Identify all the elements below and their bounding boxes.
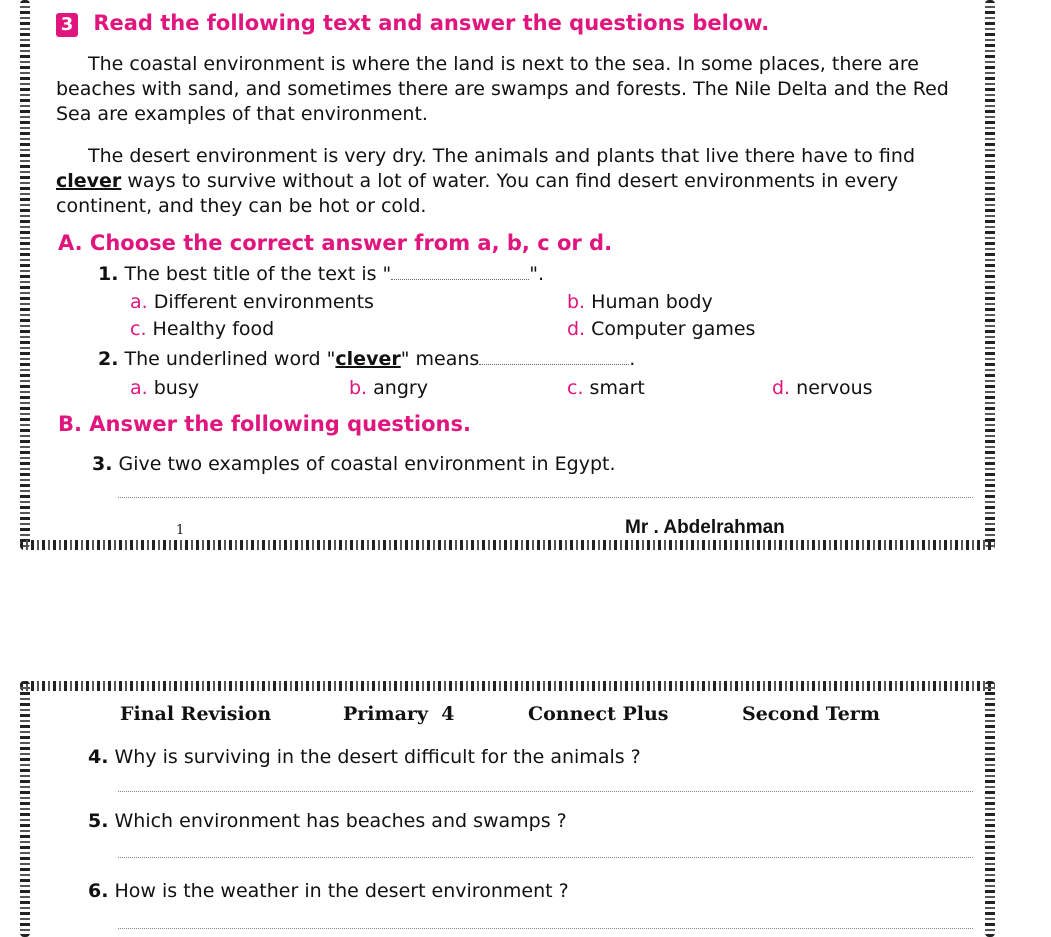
- question-1-close: ".: [529, 263, 545, 285]
- question-6: 6. How is the weather in the desert environment ?: [88, 880, 569, 902]
- q2-option-a[interactable]: a. busy: [130, 377, 199, 399]
- bottom-rope-border-top-page: [20, 540, 995, 550]
- left-rope-border-bottom-page: [20, 681, 30, 937]
- passage-paragraph-2: [56, 144, 976, 219]
- question-1-blank[interactable]: [391, 279, 529, 280]
- question-4: 4. Why is surviving in the desert difficult for the animals ?: [88, 746, 641, 768]
- right-rope-border-top-page: [985, 0, 995, 548]
- q2-option-b[interactable]: b. angry: [349, 377, 428, 399]
- header-book: Connect Plus: [528, 703, 669, 725]
- underlined-word-clever: clever: [56, 170, 122, 192]
- q2-option-c[interactable]: c. smart: [567, 377, 645, 399]
- question-2-number: 2.: [98, 348, 119, 370]
- passage-p2-after: ways to survive without a lot of water. You can find desert environments in every continent, and they can be hot or cold.: [56, 170, 899, 217]
- question-3-text: Give two examples of coastal environment in Egypt.: [118, 453, 616, 475]
- question-4-answer-line[interactable]: [118, 791, 973, 792]
- question-5-answer-line[interactable]: [118, 857, 973, 858]
- question-3-answer-line[interactable]: [118, 497, 973, 498]
- question-3-number: 3.: [92, 453, 113, 475]
- top-rope-border-bottom-page: [20, 681, 995, 691]
- header-final-revision: Final Revision: [120, 703, 272, 725]
- question-2-blank[interactable]: [479, 364, 629, 365]
- right-rope-border-bottom-page: [985, 681, 995, 937]
- header-term: Second Term: [742, 703, 880, 725]
- author-name: Mr . Abdelrahman: [625, 517, 785, 538]
- section-heading: [56, 11, 769, 37]
- q2-option-d[interactable]: d. nervous: [772, 377, 873, 399]
- header-grade: Primary 4: [343, 703, 455, 725]
- question-2: 2. The underlined word "clever" means .: [98, 348, 636, 370]
- page-number: 1: [176, 523, 185, 538]
- question-5: 5. Which environment has beaches and swamps ?: [88, 810, 567, 832]
- section-number-badge: 3: [56, 13, 78, 37]
- question-3: [92, 453, 616, 475]
- question-1-number: 1.: [98, 263, 119, 285]
- question-1: [98, 263, 544, 285]
- passage-paragraph-1: The coastal environment is where the land is next to the sea. In some places, there are beaches with sand, and sometimes there are swamps and forests. The Nile Delta and the Red Sea are examples of that environment.: [56, 53, 949, 125]
- question-2-word: clever: [335, 348, 401, 370]
- passage-p2-before: The desert environment is very dry. The animals and plants that live there have to find: [88, 145, 916, 167]
- q1-option-a[interactable]: a. Different environments: [130, 291, 374, 313]
- part-b-title: B. Answer the following questions.: [58, 412, 471, 436]
- left-rope-border-top-page: [20, 0, 30, 548]
- question-1-text: The best title of the text is ": [124, 263, 392, 285]
- q1-option-b[interactable]: b. Human body: [567, 291, 713, 313]
- part-a-title: A. Choose the correct answer from a, b, c or d.: [58, 231, 613, 255]
- section-title: Read the following text and answer the questions below.: [93, 11, 770, 35]
- question-6-answer-line[interactable]: [118, 928, 973, 929]
- q1-option-c[interactable]: c. Healthy food: [130, 318, 275, 340]
- q1-option-d[interactable]: d. Computer games: [567, 318, 756, 340]
